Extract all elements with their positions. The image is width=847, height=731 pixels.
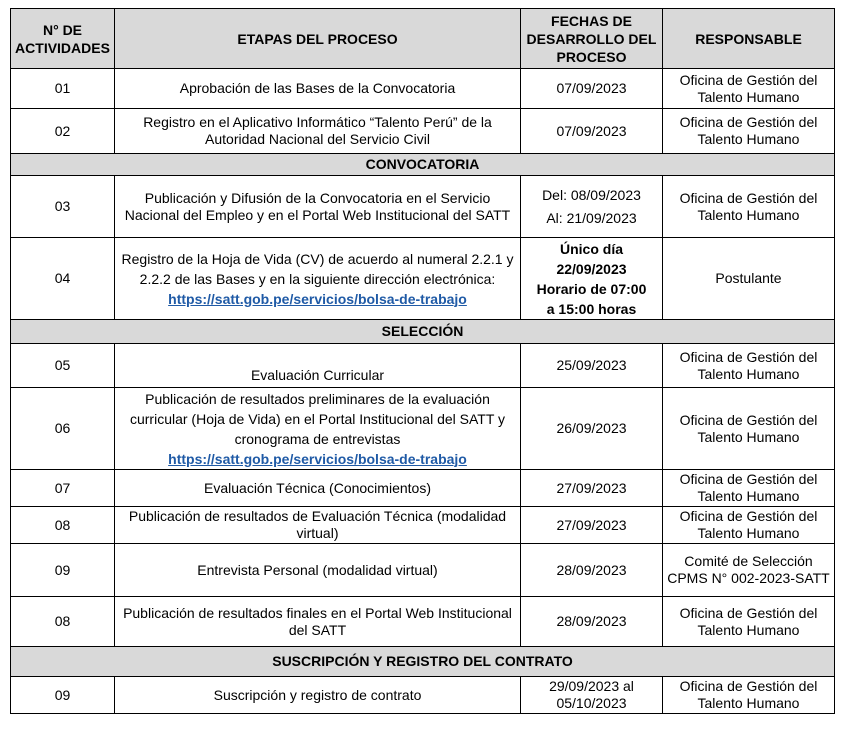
row-resp: Comité de Selección CPMS N° 002-2023-SATT (663, 544, 835, 597)
row-num: 05 (11, 344, 115, 388)
row-resp: Postulante (663, 238, 835, 320)
row-resp: Oficina de Gestión del Talento Humano (663, 344, 835, 388)
row-num: 08 (11, 507, 115, 544)
row-resp: Oficina de Gestión del Talento Humano (663, 388, 835, 470)
header-resp: RESPONSABLE (663, 9, 835, 69)
table-row (11, 238, 835, 320)
row-stage: Evaluación Curricular (115, 344, 521, 388)
table-row (11, 507, 835, 544)
row-date: 28/09/2023 (521, 544, 663, 597)
row-stage: Suscripción y registro de contrato (115, 677, 521, 714)
table-row (11, 677, 835, 714)
table-row (11, 69, 835, 109)
table-row (11, 544, 835, 597)
row-stage: Registro en el Aplicativo Informático “Talento Perú” de la Autoridad Nacional del Servicio Civil (115, 109, 521, 154)
bolsa-de-trabajo-link[interactable]: https://satt.gob.pe/servicios/bolsa-de-trabajo (168, 450, 467, 467)
date-line: Horario de 07:00 (536, 280, 647, 297)
schedule-table (10, 8, 835, 714)
row-num: 09 (11, 544, 115, 597)
row-resp: Oficina de Gestión del Talento Humano (663, 69, 835, 109)
row-date (521, 176, 663, 238)
row-stage: Publicación y Difusión de la Convocatoria en el Servicio Nacional del Empleo y en el Portal Web Institucional del SATT (115, 176, 521, 238)
row-stage: Evaluación Técnica (Conocimientos) (115, 470, 521, 507)
header-num: N° DE ACTIVIDADES (11, 9, 115, 69)
date-line: 22/09/2023 (556, 260, 627, 277)
row-resp: Oficina de Gestión del Talento Humano (663, 109, 835, 154)
row-resp: Oficina de Gestión del Talento Humano (663, 176, 835, 238)
row-resp: Oficina de Gestión del Talento Humano (663, 677, 835, 714)
table-row (11, 470, 835, 507)
row-stage: Publicación de resultados de Evaluación Técnica (modalidad virtual) (115, 507, 521, 544)
date-line: a 15:00 horas (546, 300, 637, 317)
header-row (11, 9, 835, 69)
section-convocatoria: CONVOCATORIA (11, 154, 835, 176)
row-stage (115, 238, 521, 320)
row-stage: Aprobación de las Bases de la Convocatoria (115, 69, 521, 109)
header-dates: FECHAS DE DESARROLLO DEL PROCESO (521, 9, 663, 69)
row-num: 03 (11, 176, 115, 238)
date-from: Del: 08/09/2023 (542, 186, 641, 203)
row-num: 06 (11, 388, 115, 470)
row-num: 08 (11, 597, 115, 647)
section-row (11, 154, 835, 176)
row-resp: Oficina de Gestión del Talento Humano (663, 507, 835, 544)
row-date: 07/09/2023 (521, 109, 663, 154)
row-date: 29/09/2023 al 05/10/2023 (521, 677, 663, 714)
row-stage-text: Registro de la Hoja de Vida (CV) de acuerdo al numeral 2.2.1 y 2.2.2 de las Bases y en la siguiente dirección electrónica: (121, 250, 514, 287)
section-seleccion: SELECCIÓN (11, 320, 835, 344)
row-resp: Oficina de Gestión del Talento Humano (663, 597, 835, 647)
row-date: 28/09/2023 (521, 597, 663, 647)
row-stage: Publicación de resultados finales en el Portal Web Institucional del SATT (115, 597, 521, 647)
row-num: 02 (11, 109, 115, 154)
date-to: Al: 21/09/2023 (546, 209, 637, 226)
row-stage: Entrevista Personal (modalidad virtual) (115, 544, 521, 597)
row-num: 07 (11, 470, 115, 507)
date-line: Único día (559, 240, 623, 257)
row-date: 07/09/2023 (521, 69, 663, 109)
row-date: 27/09/2023 (521, 507, 663, 544)
row-num: 01 (11, 69, 115, 109)
row-date: 25/09/2023 (521, 344, 663, 388)
row-date (521, 238, 663, 320)
row-resp: Oficina de Gestión del Talento Humano (663, 470, 835, 507)
row-num: 09 (11, 677, 115, 714)
table-row (11, 597, 835, 647)
table-row (11, 388, 835, 470)
bolsa-de-trabajo-link[interactable]: https://satt.gob.pe/servicios/bolsa-de-trabajo (168, 290, 467, 307)
table-row (11, 109, 835, 154)
row-date: 27/09/2023 (521, 470, 663, 507)
row-stage (115, 388, 521, 470)
table-row (11, 344, 835, 388)
row-date: 26/09/2023 (521, 388, 663, 470)
section-row (11, 320, 835, 344)
table-row (11, 176, 835, 238)
section-row (11, 647, 835, 677)
section-suscripcion: SUSCRIPCIÓN Y REGISTRO DEL CONTRATO (11, 647, 835, 677)
row-stage-text: Publicación de resultados preliminares de la evaluación curricular (Hoja de Vida) en el Portal Institucional del SATT y cronograma de entrevistas (129, 390, 506, 447)
header-stage: ETAPAS DEL PROCESO (115, 9, 521, 69)
row-num: 04 (11, 238, 115, 320)
